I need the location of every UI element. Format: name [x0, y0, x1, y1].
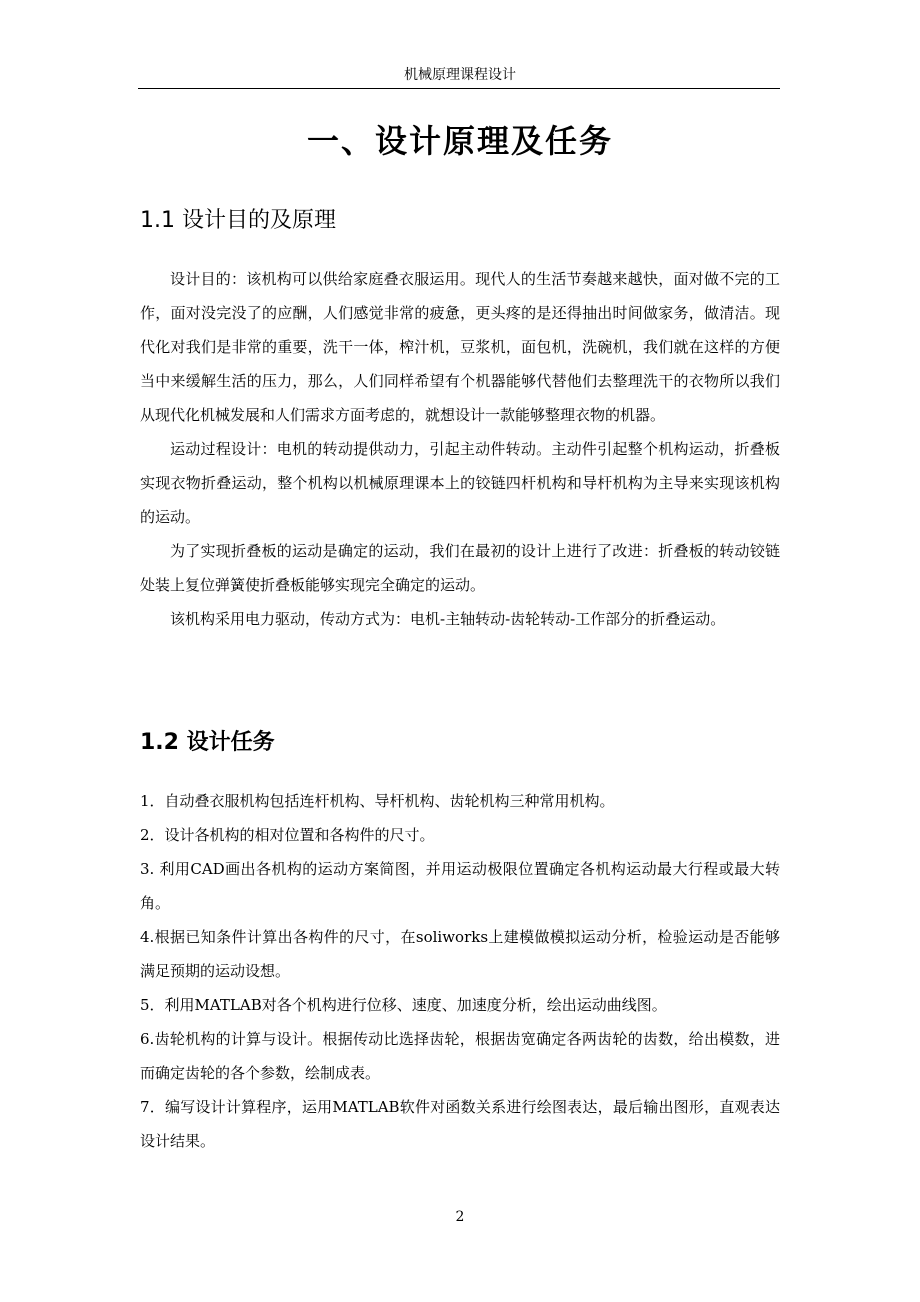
paragraph-improvement: 为了实现折叠板的运动是确定的运动，我们在最初的设计上进行了改进：折叠板的转动铰链处装上复位弹簧使折叠板能够实现完全确定的运动。 [140, 542, 780, 594]
section-1-2-title: 1.2 设计任务 [140, 730, 275, 755]
header-rule [138, 88, 780, 89]
task-item-7: 7．编写设计计算程序，运用MATLAB软件对函数关系进行绘图表达，最后输出图形，直观表达设计结果。 [140, 1098, 780, 1150]
section-1-1-body [140, 262, 780, 636]
paragraph-motion-design: 运动过程设计：电机的转动提供动力，引起主动件转动。主动件引起整个机构运动，折叠板实现衣物折叠运动，整个机构以机械原理课本上的铰链四杆机构和导杆机构为主导来实现该机构的运动。 [140, 440, 780, 526]
page-number: 2 [455, 1209, 465, 1225]
task-item-3: 3. 利用CAD画出各机构的运动方案简图，并用运动极限位置确定各机构运动最大行程或最大转角。 [140, 860, 780, 912]
chapter-title: 一、设计原理及任务 [306, 122, 613, 160]
task-item-2: 2．设计各机构的相对位置和各构件的尺寸。 [140, 826, 435, 844]
task-item-6: 6.齿轮机构的计算与设计。根据传动比选择齿轮，根据齿宽确定各两齿轮的齿数，给出模数，进而确定齿轮的各个参数，绘制成表。 [140, 1030, 780, 1082]
task-item-4: 4.根据已知条件计算出各构件的尺寸，在soliworks上建模做模拟运动分析，检验运动是否能够满足预期的运动设想。 [140, 928, 780, 980]
task-item-5: 5．利用MATLAB对各个机构进行位移、速度、加速度分析，绘出运动曲线图。 [140, 996, 667, 1014]
section-1-2-task-list [140, 784, 780, 1158]
paragraph-drive-method: 该机构采用电力驱动，传动方式为：电机-主轴转动-齿轮转动-工作部分的折叠运动。 [170, 610, 726, 628]
running-header: 机械原理课程设计 [404, 67, 516, 83]
task-item-1: 1．自动叠衣服机构包括连杆机构、导杆机构、齿轮机构三种常用机构。 [140, 792, 615, 810]
section-1-1-title: 1.1 设计目的及原理 [140, 208, 336, 233]
paragraph-design-purpose: 设计目的：该机构可以供给家庭叠衣服运用。现代人的生活节奏越来越快，面对做不完的工作，面对没完没了的应酬，人们感觉非常的疲惫，更头疼的是还得抽出时间做家务，做清洁。现代化对我们是非常的重要，洗干一体，榨汁机，豆浆机，面包机，洗碗机，我们就在这样的方便当中来缓解生活的压力，那么，人们同样希望有个机器能够代替他们去整理洗干的衣物所以我们从现代化机械发展和人们需求方面考虑的，就想设计一款能够整理衣物的机器。 [140, 270, 780, 424]
